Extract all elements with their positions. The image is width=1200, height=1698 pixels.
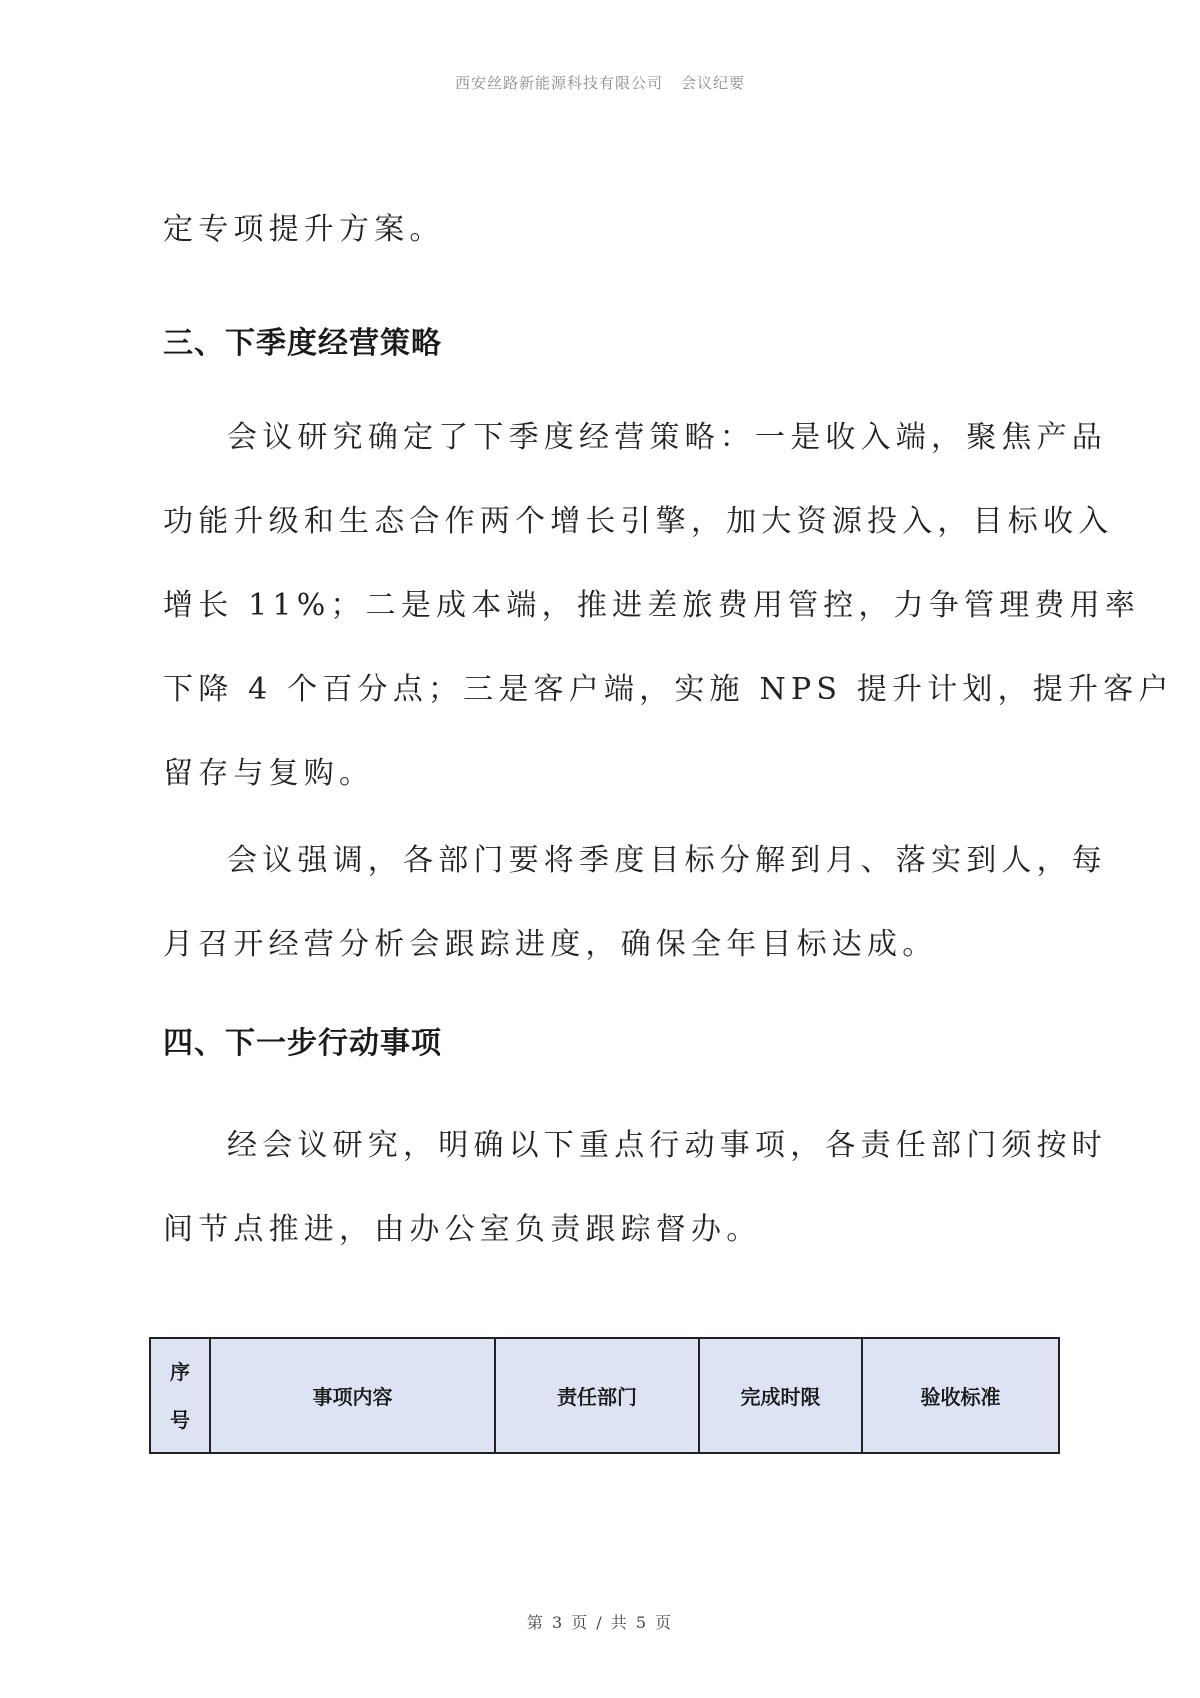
section-3-p1-line-3: 增长 11%；二是成本端，推进差旅费用管控，力争管理费用率 — [163, 588, 1141, 623]
th-acceptance-standard: 验收标准 — [862, 1338, 1059, 1453]
section-3-p1-line-4: 下降 4 个百分点；三是客户端，实施 NPS 提升计划，提升客户 — [163, 672, 1174, 707]
section-4-heading: 四、下一步行动事项 — [163, 1026, 442, 1061]
section-3-p2-line-2: 月召开经营分析会跟踪进度，确保全年目标达成。 — [163, 927, 938, 962]
section-4-p1-line-1: 经会议研究，明确以下重点行动事项，各责任部门须按时 — [227, 1128, 1107, 1163]
th-item-content: 事项内容 — [210, 1338, 495, 1453]
th-serial-no-line-2: 号 — [170, 1407, 190, 1432]
section-3-heading: 三、下季度经营策略 — [163, 326, 442, 361]
section-3-p2-line-1: 会议强调，各部门要将季度目标分解到月、落实到人，每 — [227, 843, 1107, 878]
continuation-line: 定专项提升方案。 — [163, 212, 445, 247]
section-3-p1-line-2: 功能升级和生态合作两个增长引擎，加大资源投入，目标收入 — [163, 504, 1114, 539]
section-4-p1-line-2: 间节点推进，由办公室负责跟踪督办。 — [163, 1212, 762, 1247]
action-items-table — [149, 1337, 1060, 1454]
page-header — [0, 72, 1200, 93]
th-serial-no-line-1: 序 — [170, 1359, 190, 1384]
th-deadline: 完成时限 — [699, 1338, 862, 1453]
th-serial-no — [150, 1338, 210, 1453]
page-number: 第 3 页 / 共 5 页 — [526, 1613, 674, 1632]
th-responsible-dept: 责任部门 — [495, 1338, 699, 1453]
section-3-p1-line-1: 会议研究确定了下季度经营策略：一是收入端，聚焦产品 — [227, 420, 1107, 455]
header-doc-type: 会议纪要 — [681, 74, 746, 92]
table-header-row — [150, 1338, 1059, 1453]
section-3-p1-line-5: 留存与复购。 — [163, 756, 375, 791]
header-company: 西安丝路新能源科技有限公司 — [454, 74, 663, 92]
